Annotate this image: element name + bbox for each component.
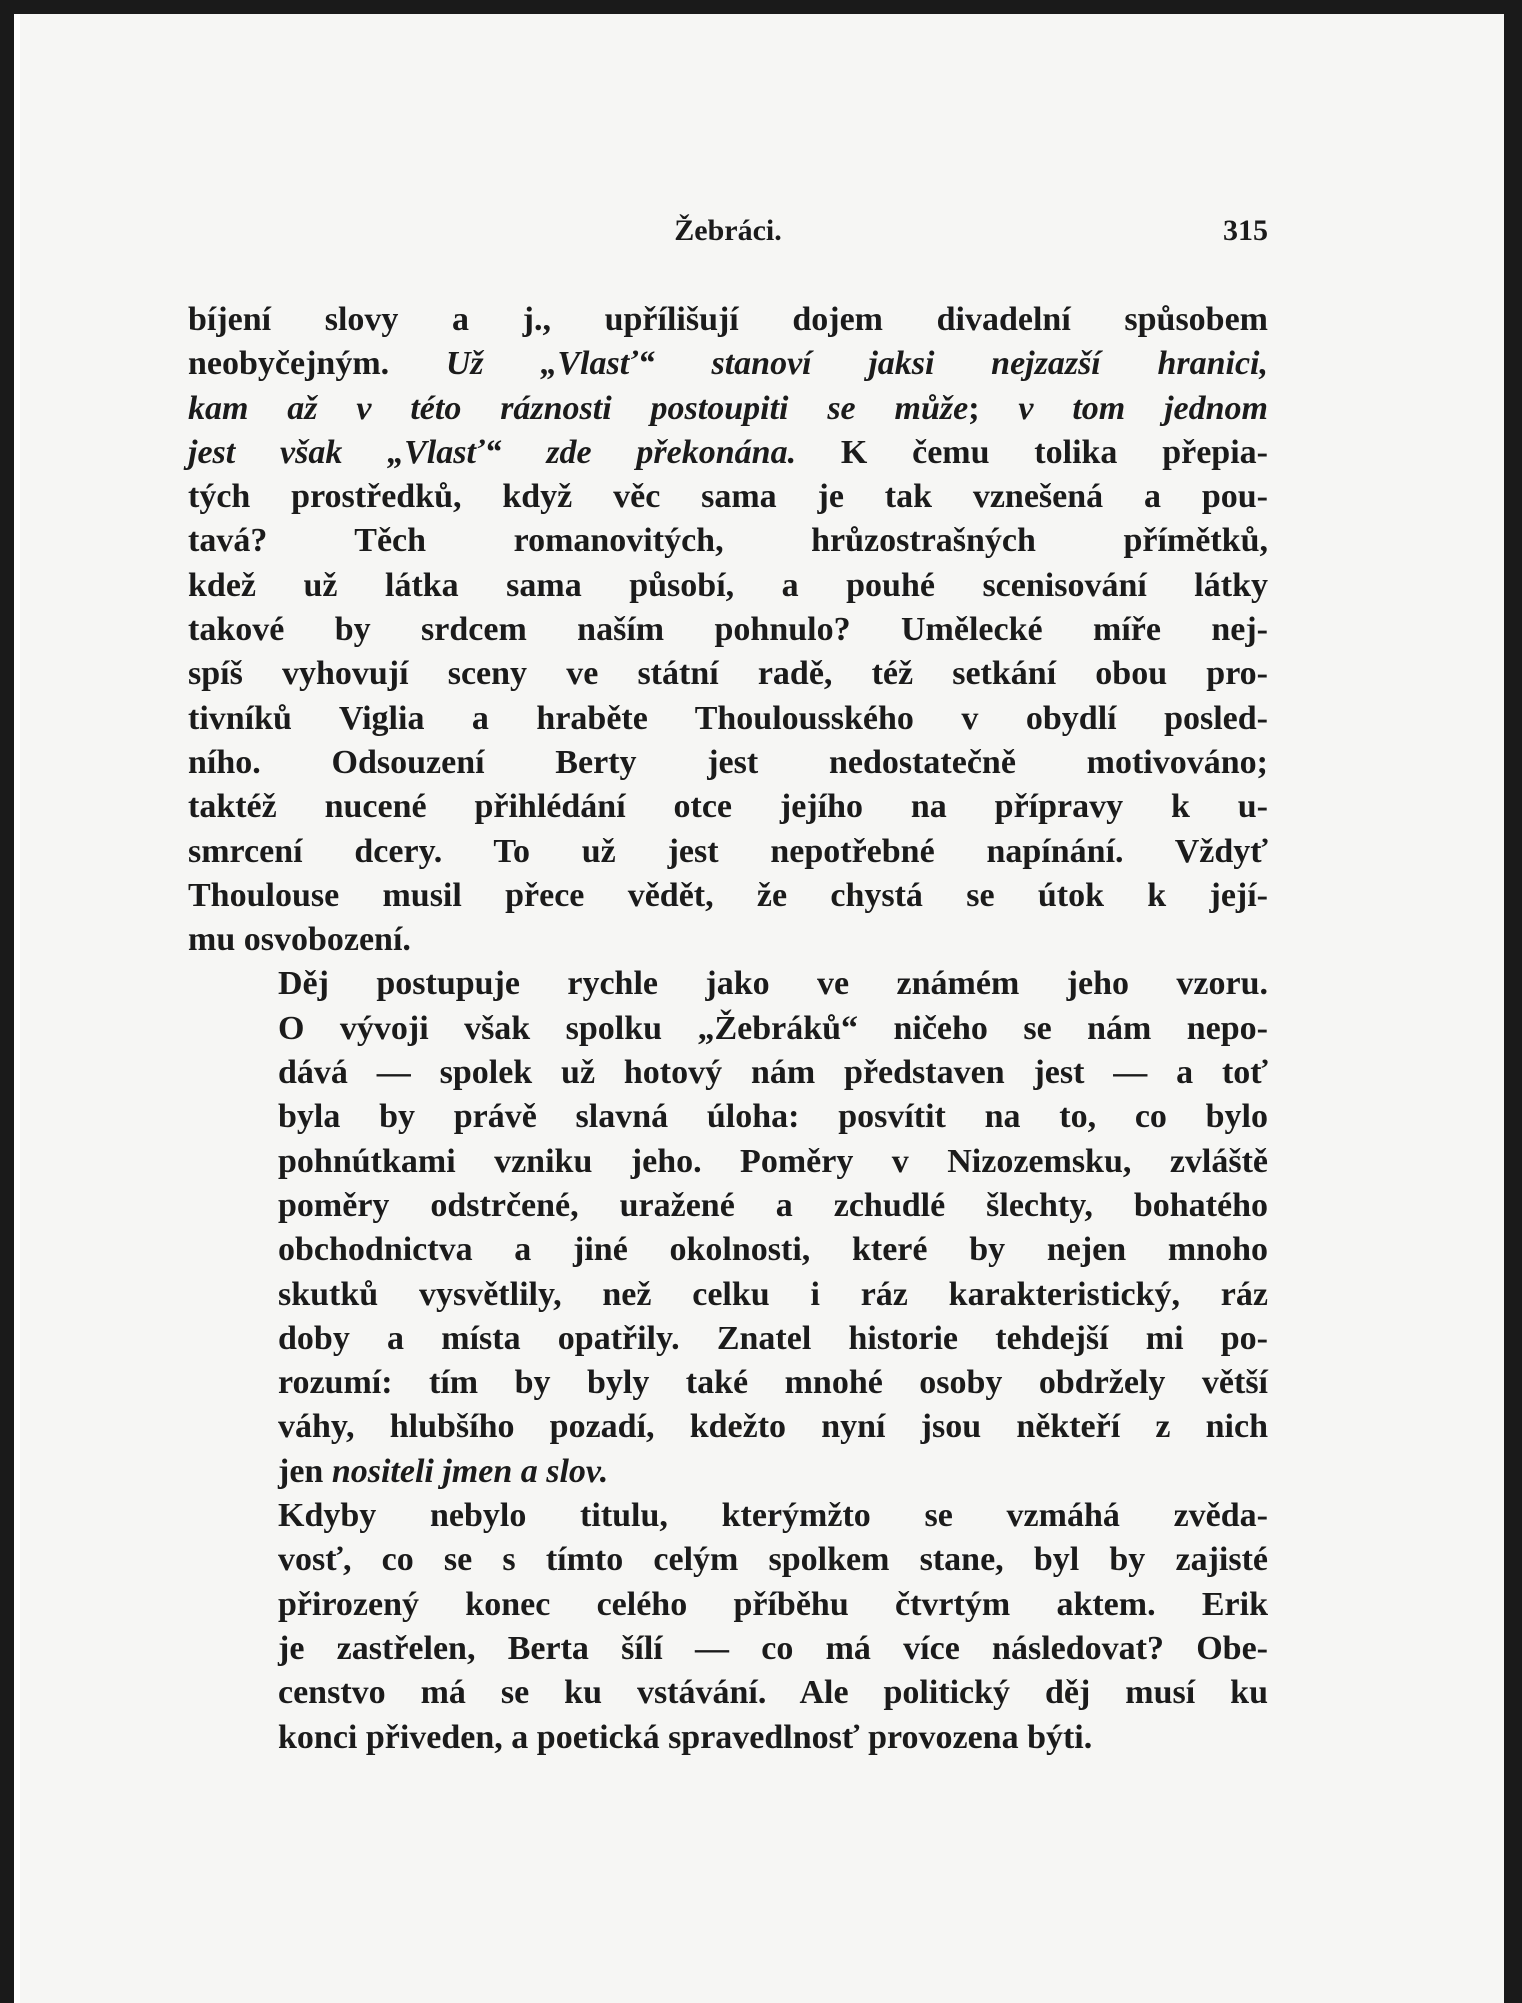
text-segment: je zastřelen, Berta šílí — co má více následovat? Obe- [278, 1629, 1268, 1667]
text-segment: neobyčejným. [188, 345, 446, 383]
text-segment: smrcení dcery. To už jest nepotřebné napínání. Vždyť [188, 832, 1268, 870]
text-segment: tivníků Viglia a hraběte Thoulousského v obydlí posled- [188, 699, 1268, 737]
text-segment: Kdyby nebylo titulu, kterýmžto se vzmáhá zvěda- [278, 1497, 1268, 1535]
running-title: Žebráci. [674, 214, 782, 247]
emphasized-text: kam až v této ráznosti postoupiti se může [188, 389, 969, 427]
text-segment: pohnútkami vzniku jeho. Poměry v Nizozemsku, zvláště [278, 1142, 1268, 1180]
text-segment: Děj postupuje rychle jako ve známém jeho vzoru. [278, 965, 1268, 1003]
text-line [188, 1538, 1268, 1582]
text-line [188, 962, 1268, 1006]
book-page [20, 14, 1504, 2003]
text-line [188, 697, 1268, 741]
text-line [188, 1494, 1268, 1538]
body-text [188, 298, 1268, 1760]
text-line [188, 564, 1268, 608]
text-segment: tavá? Těch romanovitých, hrůzostrašných přímětků, [188, 522, 1268, 560]
text-line [188, 519, 1268, 563]
scan-border-right [1504, 0, 1522, 2003]
paragraph [188, 1494, 1268, 1760]
emphasized-text: jest však „Vlasť“ zde překonána. [188, 433, 797, 471]
text-segment: jen [278, 1452, 332, 1490]
text-segment: ního. Odsouzení Berty jest nedostatečně motivováno; [188, 743, 1268, 781]
text-line [188, 608, 1268, 652]
scan-border-top [0, 0, 1522, 14]
text-line [188, 1095, 1268, 1139]
text-segment: obchodnictva a jiné okolnosti, které by nejen mnoho [278, 1231, 1268, 1269]
text-segment: tých prostředků, když věc sama je tak vznešená a pou- [188, 478, 1268, 516]
text-line [188, 298, 1268, 342]
text-segment: bíjení slovy a j., upřílišují dojem divadelní spůsobem [188, 301, 1268, 338]
text-line [188, 1405, 1268, 1449]
text-segment: censtvo má se ku vstávání. Ale politický děj musí ku [278, 1674, 1268, 1712]
text-line [188, 1184, 1268, 1228]
text-segment: Thoulouse musil přece vědět, že chystá se útok k její- [188, 876, 1268, 914]
text-segment: mu osvobození. [188, 921, 411, 959]
text-line [188, 1273, 1268, 1317]
text-line [188, 431, 1268, 475]
page-number: 315 [1223, 214, 1268, 247]
text-segment: spíš vyhovují sceny ve státní radě, též setkání obou pro- [188, 655, 1268, 693]
text-segment: takové by srdcem naším pohnulo? Umělecké míře nej- [188, 611, 1268, 649]
emphasized-text: nositeli jmen a slov. [331, 1452, 609, 1490]
text-segment: ; [968, 389, 1019, 427]
scan-border-left [0, 0, 14, 2003]
text-line [188, 387, 1268, 431]
text-segment: váhy, hlubšího pozadí, kdežto nyní jsou někteří z nich [278, 1408, 1268, 1446]
text-line [188, 1627, 1268, 1671]
text-line [188, 874, 1268, 918]
text-line [188, 785, 1268, 829]
text-line [188, 1051, 1268, 1095]
text-segment: taktéž nucené přihlédání otce jejího na přípravy k u- [188, 788, 1268, 826]
text-line [188, 1228, 1268, 1272]
text-line [188, 1140, 1268, 1184]
text-line [188, 741, 1268, 785]
emphasized-text: v tom jednom [1018, 389, 1268, 427]
emphasized-text: Už „Vlasť“ stanoví jaksi nejzazší hranici, [445, 345, 1268, 383]
text-segment: rozumí: tím by byly také mnohé osoby obdržely větší [278, 1364, 1268, 1402]
text-line [188, 342, 1268, 386]
text-segment: dává — spolek už hotový nám představen jest — a toť [278, 1054, 1268, 1092]
text-line [188, 1583, 1268, 1627]
text-segment: K čemu tolika přepia- [796, 433, 1268, 471]
paragraph [188, 298, 1268, 962]
text-line [188, 1716, 1268, 1760]
text-segment: vosť, co se s tímto celým spolkem stane, byl by zajisté [278, 1541, 1268, 1579]
text-segment: konci přiveden, a poetická spravedlnosť provozena býti. [278, 1718, 1093, 1756]
text-segment: byla by právě slavná úloha: posvítit na to, co bylo [278, 1098, 1268, 1136]
text-line [188, 1361, 1268, 1405]
text-segment: skutků vysvětlily, než celku i ráz karakteristický, ráz [278, 1275, 1268, 1313]
text-line [188, 1671, 1268, 1715]
text-segment: poměry odstrčené, uražené a zchudlé šlechty, bohatého [278, 1186, 1268, 1224]
text-segment: doby a místa opatřily. Znatel historie tehdejší mi po- [278, 1319, 1268, 1357]
text-segment: O vývoji však spolku „Žebráků“ ničeho se nám nepo- [278, 1009, 1268, 1047]
text-line [188, 1317, 1268, 1361]
text-line [188, 918, 1268, 962]
text-line [188, 652, 1268, 696]
text-segment: přirozený konec celého příběhu čtvrtým aktem. Erik [278, 1585, 1268, 1623]
text-line [188, 1450, 1268, 1494]
text-segment: kdež už látka sama působí, a pouhé scenisování látky [188, 566, 1268, 604]
text-line [188, 830, 1268, 874]
text-line [188, 475, 1268, 519]
text-line [188, 1007, 1268, 1051]
paragraph [188, 962, 1268, 1494]
page-header [188, 214, 1268, 254]
